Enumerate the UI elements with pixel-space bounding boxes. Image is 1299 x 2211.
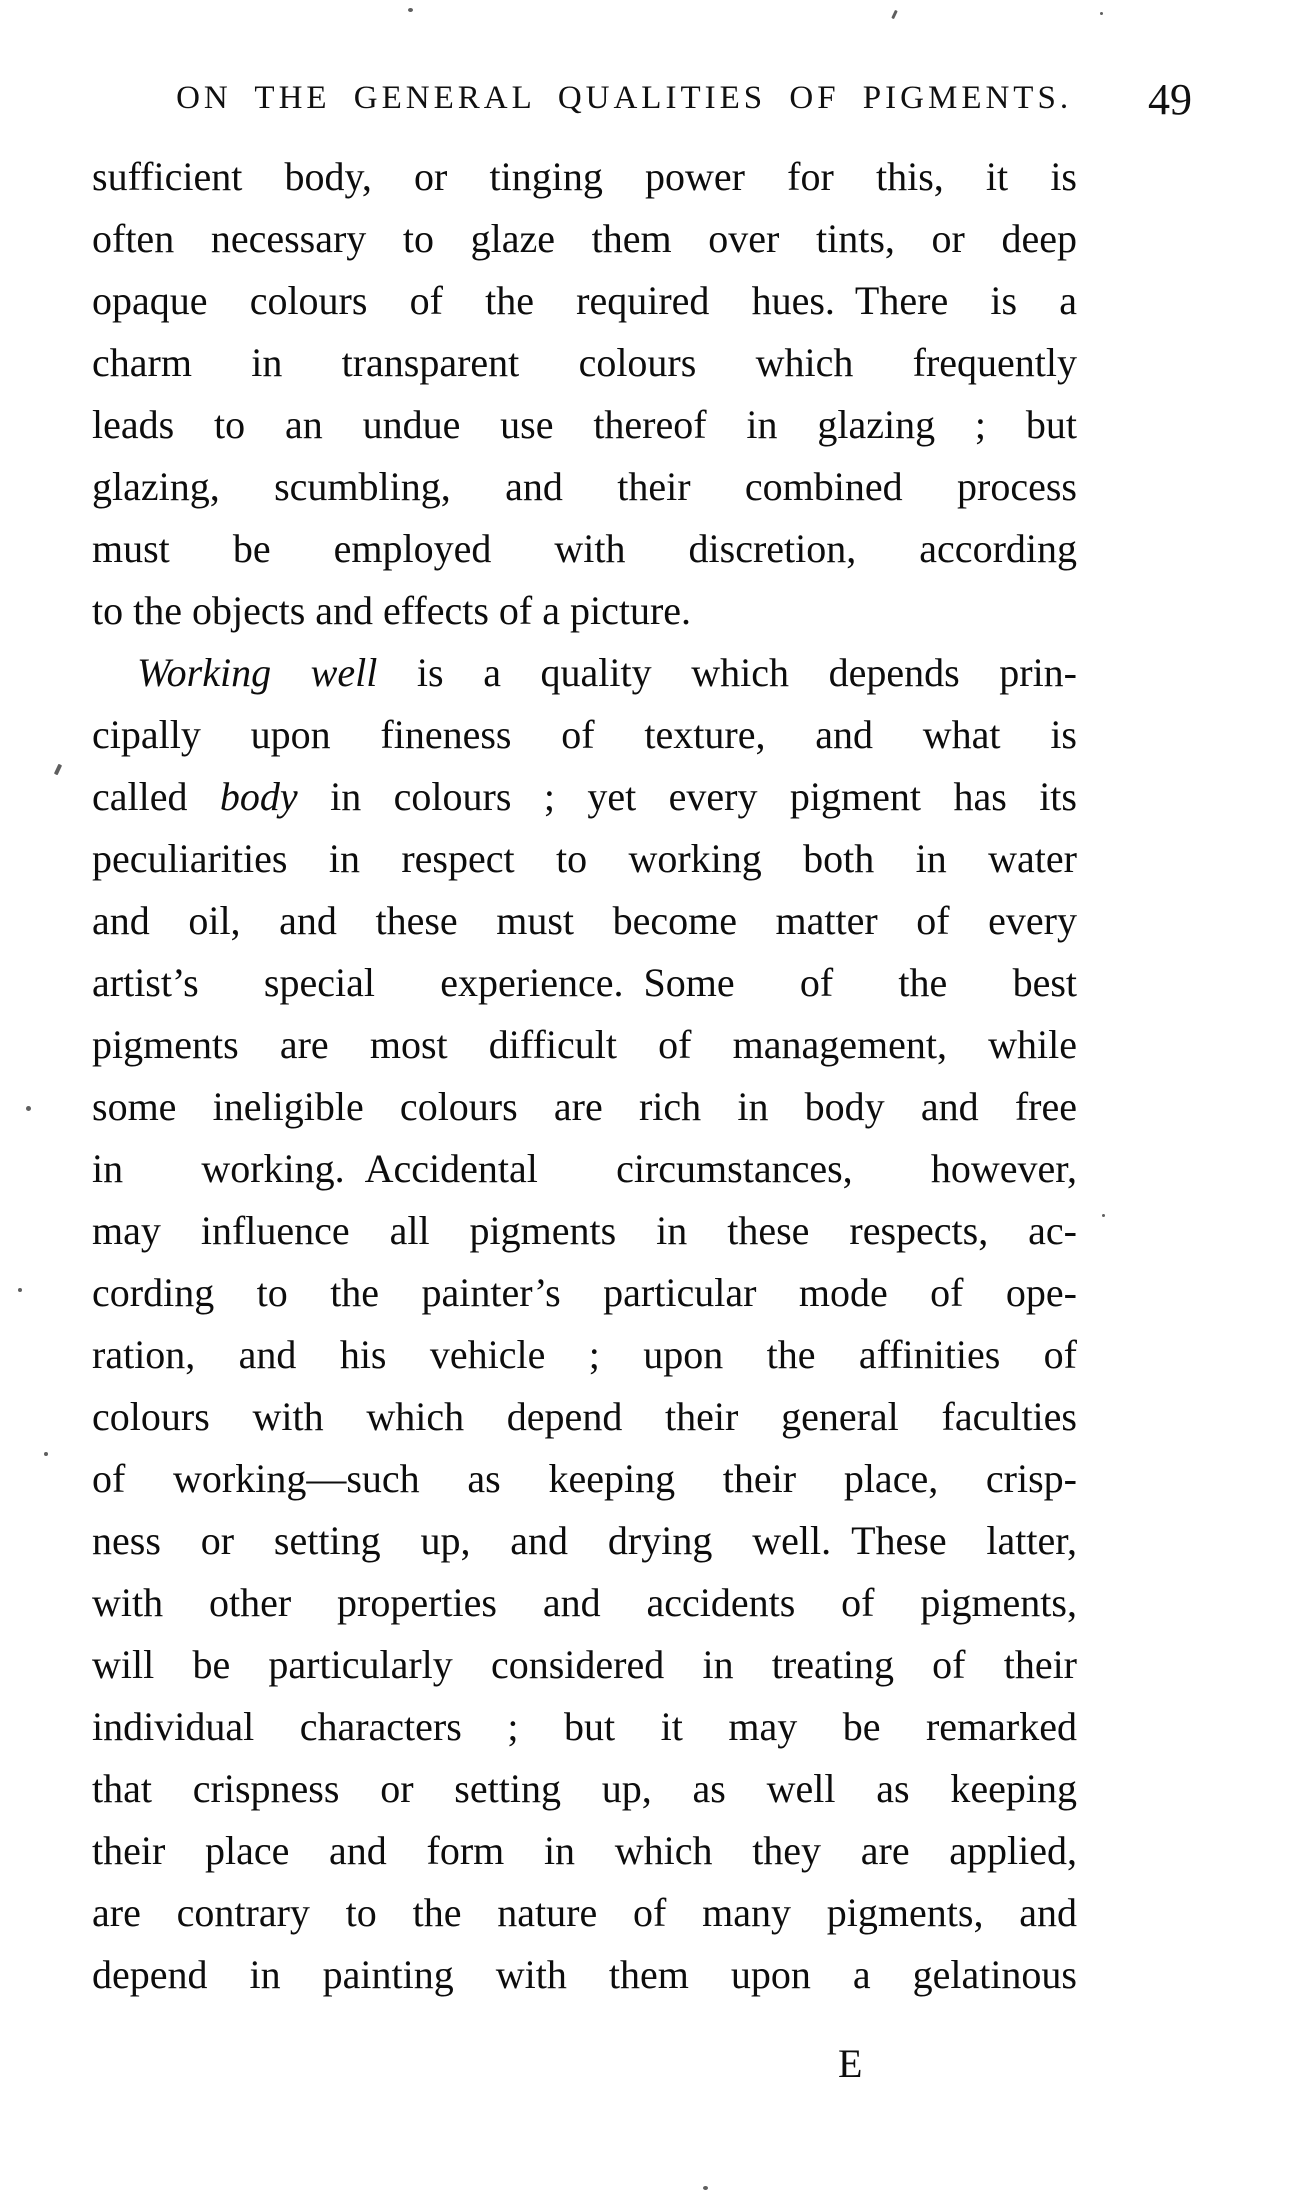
page-number: 49 <box>1148 75 1192 124</box>
text-line <box>92 1262 1077 1324</box>
text-line <box>92 766 1077 828</box>
text-segment: glazing, scumbling, and their combined process <box>92 464 1077 509</box>
text-line <box>92 1882 1077 1944</box>
text-line <box>92 1386 1077 1448</box>
text-line <box>92 1820 1077 1882</box>
text-segment: is a quality which depends prin- <box>377 650 1078 695</box>
text-segment: called <box>92 774 220 819</box>
text-line <box>92 1076 1077 1138</box>
text-segment: artist’s special experience. Some of the best <box>92 960 1077 1005</box>
text-segment: that crispness or setting up, as well as keeping <box>92 1766 1077 1811</box>
text-line <box>92 1324 1077 1386</box>
text-line <box>92 890 1077 952</box>
text-line <box>92 1510 1077 1572</box>
text-line <box>92 1634 1077 1696</box>
text-segment: often necessary to glaze them over tints, or deep <box>92 216 1077 261</box>
text-line <box>92 1138 1077 1200</box>
text-line <box>92 146 1077 208</box>
text-line <box>92 394 1077 456</box>
text-segment: ness or setting up, and drying well. These latter, <box>92 1518 1077 1563</box>
text-segment: are contrary to the nature of many pigments, and <box>92 1890 1077 1935</box>
scan-speck <box>1102 1214 1105 1217</box>
text-segment: ration, and his vehicle ; upon the affinities of <box>92 1332 1077 1377</box>
scan-speck <box>44 1452 48 1456</box>
running-title: ON THE GENERAL QUALITIES OF PIGMENTS. <box>176 80 1073 116</box>
text-segment: pigments are most difficult of management, while <box>92 1022 1077 1067</box>
text-segment: with other properties and accidents of pigments, <box>92 1580 1077 1625</box>
text-segment: some ineligible colours are rich in body and free <box>92 1084 1077 1129</box>
text-line <box>92 456 1077 518</box>
scan-speck <box>26 1106 31 1111</box>
text-segment: individual characters ; but it may be remarked <box>92 1704 1077 1749</box>
text-segment: and oil, and these must become matter of every <box>92 898 1077 943</box>
text-segment: their place and form in which they are applied, <box>92 1828 1077 1873</box>
scan-speck <box>18 1288 22 1292</box>
text-line <box>92 828 1077 890</box>
text-segment: colours with which depend their general faculties <box>92 1394 1077 1439</box>
text-segment: may influence all pigments in these respects, ac- <box>92 1208 1077 1253</box>
text-segment: of working—such as keeping their place, crisp- <box>92 1456 1077 1501</box>
text-segment: depend in painting with them upon a gelatinous <box>92 1952 1077 1997</box>
text-line <box>92 1448 1077 1510</box>
scan-speck <box>1100 12 1103 15</box>
text-segment: leads to an undue use thereof in glazing ; but <box>92 402 1077 447</box>
text-line <box>92 642 1077 704</box>
text-line <box>92 1696 1077 1758</box>
scan-speck <box>54 764 62 776</box>
text-line <box>92 1200 1077 1262</box>
text-line <box>92 952 1077 1014</box>
text-line <box>92 1758 1077 1820</box>
signature-mark: E <box>838 2041 863 2086</box>
text-line <box>92 1572 1077 1634</box>
scan-speck <box>891 10 898 19</box>
text-segment: cipally upon fineness of texture, and what is <box>92 712 1077 757</box>
text-segment: opaque colours of the required hues. There is a <box>92 278 1077 323</box>
text-line <box>92 518 1077 580</box>
page-body <box>92 146 1077 2006</box>
text-segment: will be particularly considered in treating of their <box>92 1642 1077 1687</box>
text-segment: in working. Accidental circumstances, however, <box>92 1146 1077 1191</box>
text-segment: charm in transparent colours which frequently <box>92 340 1077 385</box>
text-line <box>92 270 1077 332</box>
scan-speck <box>703 2186 708 2190</box>
italic-text: Working well <box>137 650 378 695</box>
page-header <box>92 75 1192 128</box>
text-segment: to the objects and effects of a picture. <box>92 588 692 633</box>
text-line <box>92 580 1077 642</box>
text-line <box>92 332 1077 394</box>
text-segment: in colours ; yet every pigment has its <box>297 774 1077 819</box>
text-line <box>92 1944 1077 2006</box>
text-segment: peculiarities in respect to working both in water <box>92 836 1077 881</box>
text-segment: must be employed with discretion, according <box>92 526 1077 571</box>
text-line <box>92 704 1077 766</box>
scan-speck <box>408 8 413 12</box>
text-line <box>92 208 1077 270</box>
text-segment: cording to the painter’s particular mode of ope- <box>92 1270 1077 1315</box>
italic-text: body <box>219 774 298 819</box>
text-line <box>92 1014 1077 1076</box>
text-segment: sufficient body, or tinging power for this, it is <box>92 154 1077 199</box>
